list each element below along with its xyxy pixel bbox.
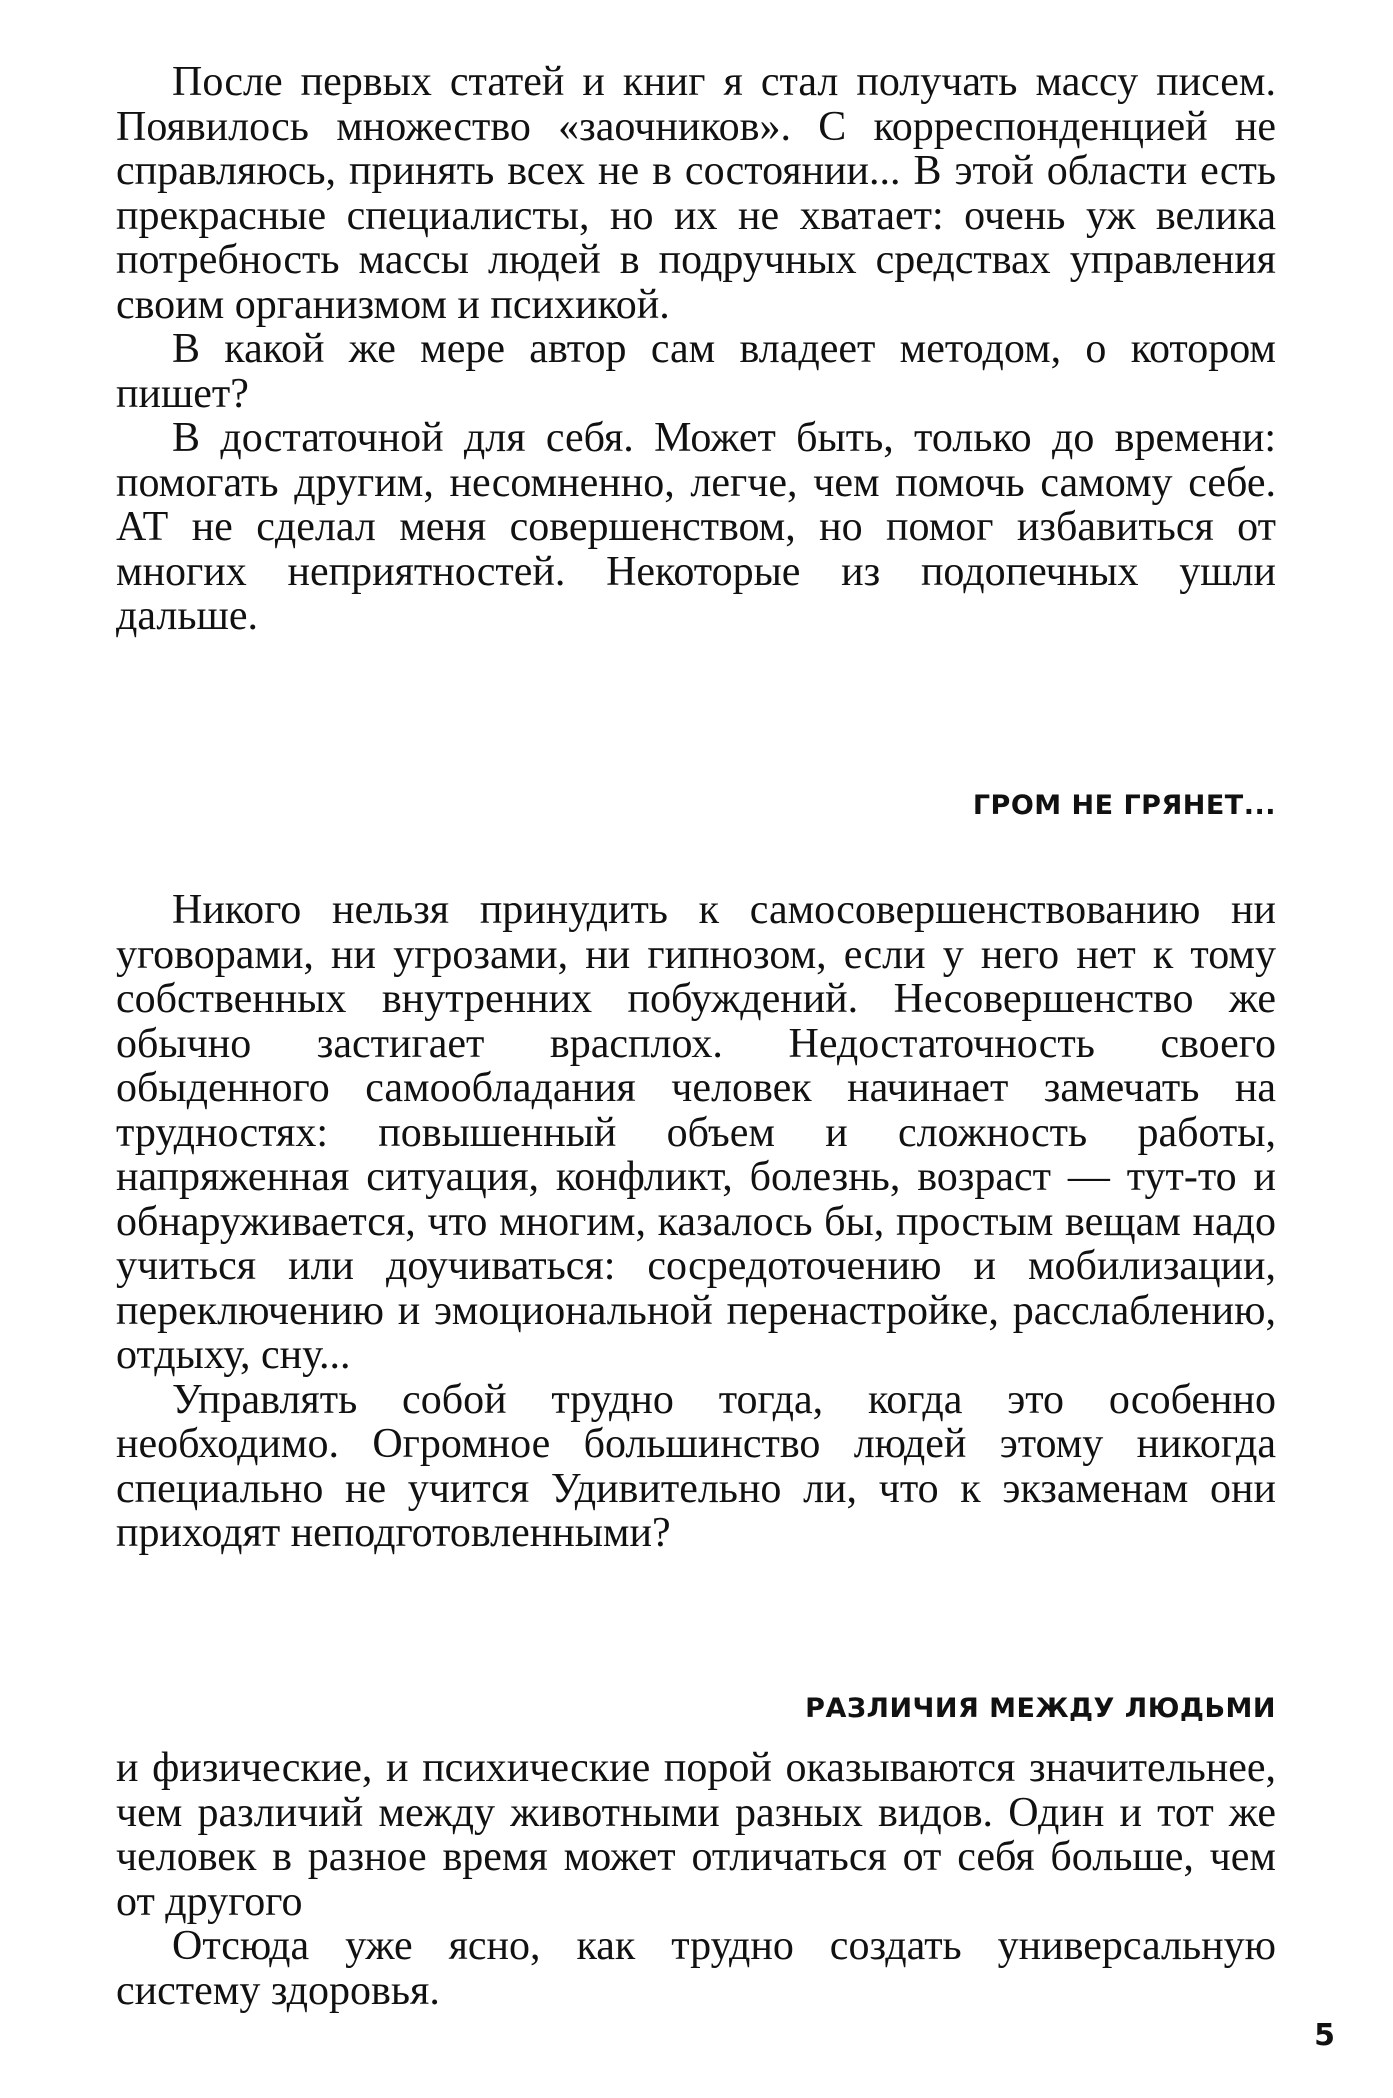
paragraph: В достаточной для себя. Может быть, только до времени: помогать другим, несомненно, легче, чем помочь самому себе. АТ не сделал меня совершенством, но помог избавиться от многих неприятностей. Некоторые из подопечных ушли дальше. (116, 415, 1276, 639)
razlichiya-section (116, 1746, 1276, 2013)
page-number: 5 (1314, 2018, 1335, 2053)
paragraph: После первых статей и книг я стал получать массу писем. Появилось множество «заочников». С корреспонденцией не справляюсь, принять всех не в состоянии... В этой области есть прекрасные специалисты, но их не хватает: очень уж велика потребность массы людей в подручных средствах управления своим организмом и психикой. (116, 59, 1276, 328)
paragraph: Управлять собой трудно тогда, когда это особенно необходимо. Огромное большинство людей этому никогда специально не учится Удивительно ли, что к экзаменам они приходят неподготовленными? (116, 1376, 1276, 1556)
section-heading-grom: ГРОМ НЕ ГРЯНЕТ... (972, 790, 1276, 821)
paragraph: и физические, и психические порой оказываются значительнее, чем различий между животными разных видов. Один и тот же человек в разное время может отличаться от себя больше, чем от другого (116, 1745, 1276, 1925)
paragraph: Отсюда уже ясно, как трудно создать универсальную систему здоровья. (116, 1923, 1276, 2014)
paragraph: Никого нельзя принудить к самосовершенствованию ни уговорами, ни угрозами, ни гипнозом, если у него нет к тому собственных внутренних побуждений. Несовершенство же обычно застигает врасплох. Недостаточность своего обыденного самообладания человек начинает замечать на трудностях: повышенный объем и сложность работы, напряженная ситуация, конфликт, болезнь, возраст — тут-то и обнаруживается, что многим, казалось бы, простым вещам надо учиться или доучиваться: сосредоточению и мобилизации, переключению и эмоциональной перенастройке, расслаблению, отдыху, сну... (116, 887, 1276, 1378)
grom-section (116, 888, 1276, 1556)
paragraph: В какой же мере автор сам владеет методом, о котором пишет? (116, 326, 1276, 417)
intro-section (116, 60, 1276, 639)
section-heading-razlichiya: РАЗЛИЧИЯ МЕЖДУ ЛЮДЬМИ (805, 1693, 1276, 1724)
